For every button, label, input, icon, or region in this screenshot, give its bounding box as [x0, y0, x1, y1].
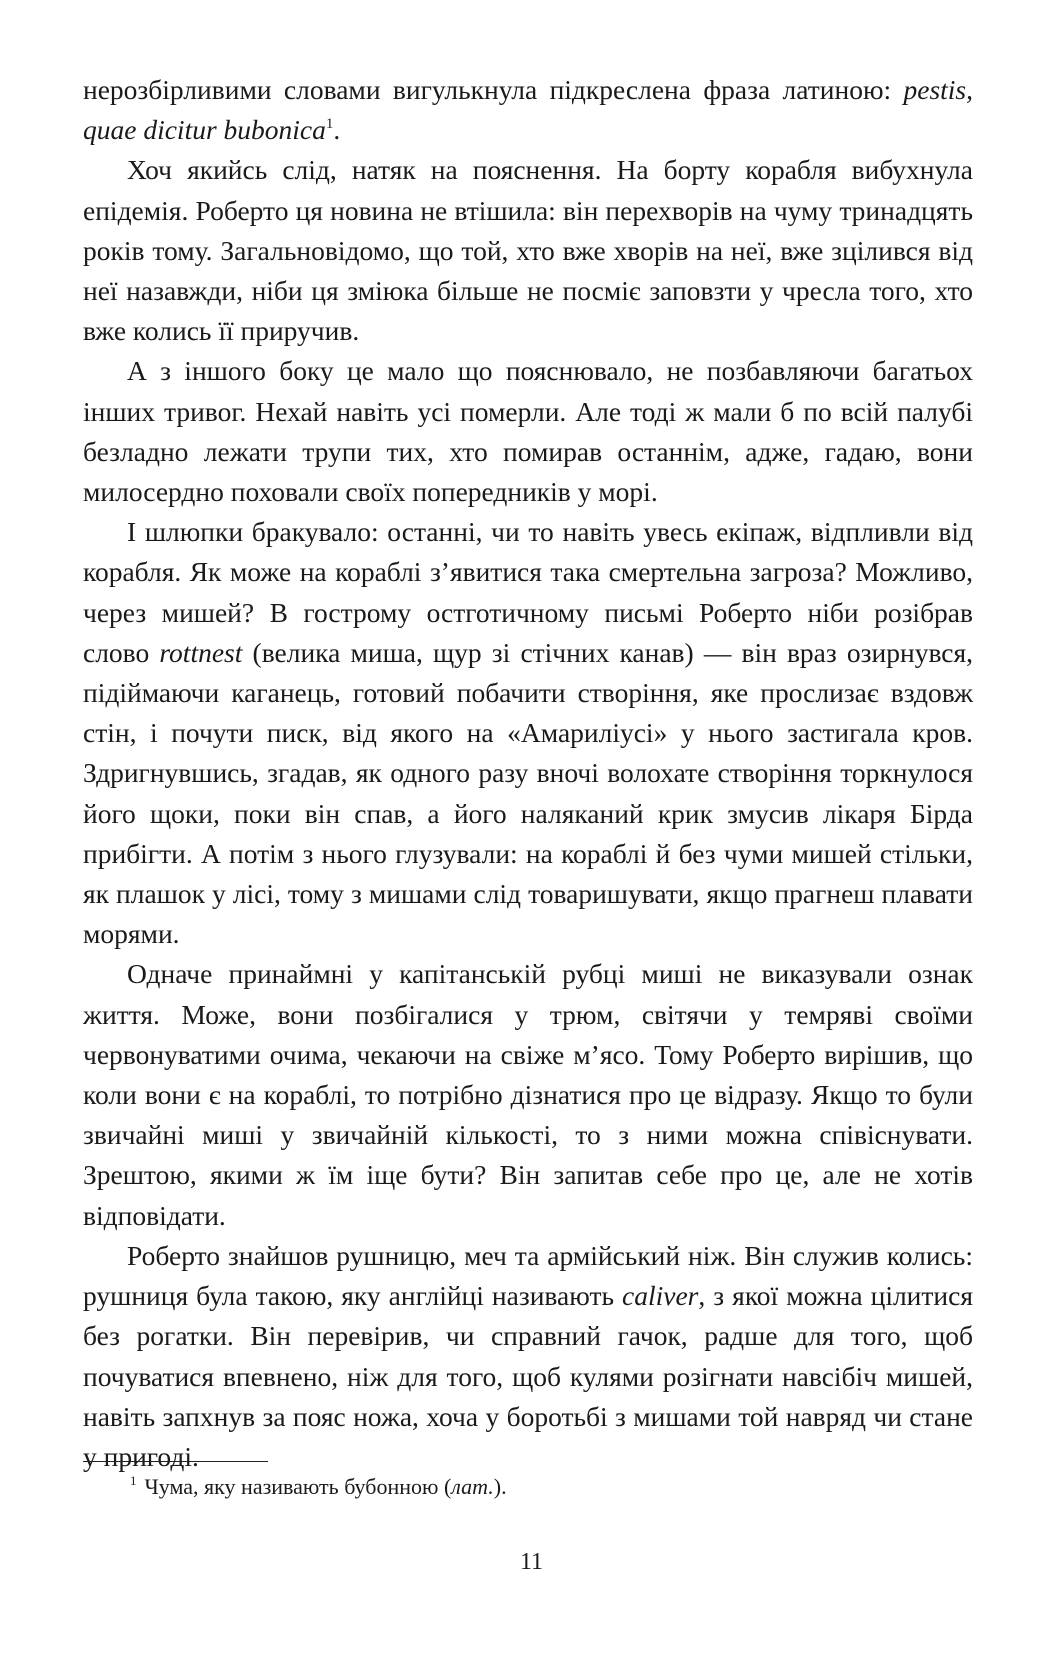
footnote-text-end: ).: [493, 1474, 507, 1499]
paragraph: [83, 70, 973, 150]
text-run: (велика миша, щур зі стічних канав) — він враз озирнувся, підіймаючи каганець, готовий побачити створіння, яке прослизає вздовж стін, і почути писк, від якого на «Амариліусі» у нього застигала кров. Здригнувшись, згадав, як одного разу вночі волохате створіння торкнулося його щоки, поки він спав, а його наляканий крик змусив лікаря Бірда прибігти. А потім з нього глузували: на кораблі й без чуми мишей стільки, як плашок у лісі, тому з мишами слід товаришувати, якщо прагнеш плавати морями.: [83, 636, 973, 950]
footnote-text: Чума, яку називають бубонною (: [144, 1474, 452, 1499]
footnote-text-italic: лат.: [451, 1474, 494, 1499]
main-text: [83, 70, 973, 1477]
text-run: А з іншого боку це мало що пояснювало, не позбавляючи багатьох інших тривог. Нехай навіть усі померли. Але тоді ж мали б по всій палубі безладно лежати трупи тих, хто помирав останнім, адже, гадаю, вони милосердно поховали своїх попередників у морі.: [83, 355, 973, 508]
paragraph: [83, 512, 973, 954]
footnote-reference: 1: [325, 116, 334, 133]
paragraph: [83, 150, 973, 351]
text-run: , з якої можна цілитися без рогатки. Він перевірив, чи справний гачок, радше для того, щоб почуватися впевнено, ніж для того, щоб кулями розігнати навсібіч мишей, навіть запхнув за пояс ножа, хоча у боротьбі з мишами той навряд чи стане у пригоді.: [83, 1280, 973, 1472]
paragraph: [83, 1236, 973, 1477]
text-run: .: [333, 114, 341, 146]
text-run: нерозбірливими словами вигулькнула підкреслена фраза латиною:: [83, 74, 904, 105]
footnote-rule: [83, 1461, 268, 1462]
text-run: Хоч якийсь слід, натяк на пояснення. На борту корабля вибухнула епідемія. Роберто ця новина не втішила: він перехворів на чуму тринадцять років тому. Загальновідомо, що той, хто вже хворів на неї, вже зцілився від неї назавжди, ніби ця зміюка більше не посміє заповзти у чресла того, хто вже колись її приручив.: [83, 154, 973, 347]
text-run: Одначе принаймні у капітанській рубці миші не виказували ознак життя. Може, вони позбігалися у трюм, світячи у темряві своїми червонуватими очима, чекаючи на свіже м’ясо. Тому Роберто вирішив, що коли вони є на кораблі, то потрібно дізнатися про це відразу. Якщо то були звичайні миші у звичайній кількості, то з ними можна співіснувати. Зрештою, якими ж їм іще бути? Він запитав себе про це, але не хотів відповідати.: [83, 958, 973, 1231]
text-run: І шлюпки бракувало: останні, чи то навіть увесь екіпаж, відпливли від корабля. Як може на кораблі з’явитися така смертельна загроза? Можливо, через мишей? В гострому остготичному письмі Роберто ніби розібрав слово: [83, 516, 973, 668]
paragraph: [83, 351, 973, 512]
page-number: 11: [519, 1549, 544, 1575]
italic-phrase: rottnest: [159, 636, 243, 668]
text-run: Роберто знайшов рушницю, меч та армійський ніж. Він служив колись: рушниця була такою, яку англійці називають: [83, 1239, 973, 1312]
footnote-mark: 1: [130, 1473, 137, 1488]
italic-phrase: caliver: [622, 1280, 699, 1312]
page-body: [83, 70, 973, 1477]
paragraph: [83, 954, 973, 1235]
italic-phrase: pestis, quae dicitur bubonica: [83, 74, 973, 146]
footnote: [130, 1472, 507, 1502]
